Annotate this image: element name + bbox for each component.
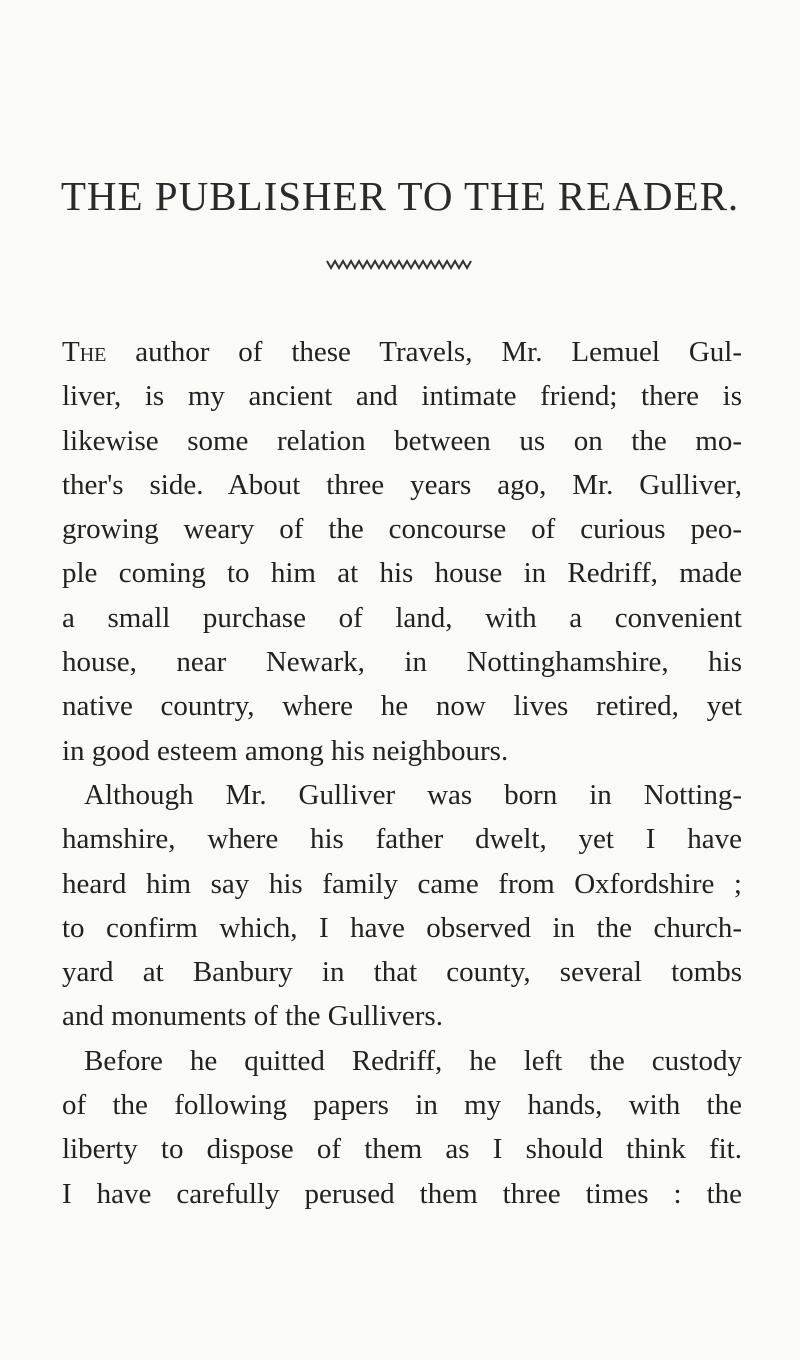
text-line: a small purchase of land, with a convenient: [62, 601, 742, 634]
text-line: ple coming to him at his house in Redriff, made: [62, 557, 742, 590]
text-line: hamshire, where his father dwelt, yet I have: [62, 823, 742, 856]
text-line: I have carefully perused them three times : the: [62, 1177, 742, 1210]
text-line: house, near Newark, in Nottinghamshire, his: [62, 646, 742, 679]
text-line: The author of these Travels, Mr. Lemuel Gul-: [62, 336, 742, 368]
text-line: yard at Banbury in that county, several tombs: [62, 956, 742, 989]
text-line: likewise some relation between us on the mo-: [62, 424, 742, 457]
text-line: of the following papers in my hands, with the: [62, 1089, 742, 1122]
text-line: Although Mr. Gulliver was born in Notting-: [84, 778, 742, 811]
text-line: liberty to dispose of them as I should think fit.: [62, 1133, 742, 1166]
text-line: to confirm which, I have observed in the church-: [62, 911, 742, 944]
text-line: ther's side. About three years ago, Mr. Gulliver,: [62, 468, 742, 501]
text-line: heard him say his family came from Oxfordshire ;: [62, 867, 742, 900]
page-title: THE PUBLISHER TO THE READER.: [60, 173, 740, 219]
wavy-rule-ornament: [0, 257, 800, 277]
text-line: growing weary of the concourse of curious peo-: [62, 513, 742, 546]
text-line: Before he quitted Redriff, he left the custody: [84, 1044, 742, 1077]
text-line: in good esteem among his neighbours.: [62, 734, 509, 767]
text-line: liver, is my ancient and intimate friend; there is: [62, 380, 742, 413]
lead-word: The: [62, 336, 107, 368]
text-line: native country, where he now lives retired, yet: [62, 690, 742, 723]
text-line: and monuments of the Gullivers.: [62, 1000, 443, 1033]
body-text: [62, 330, 742, 1216]
